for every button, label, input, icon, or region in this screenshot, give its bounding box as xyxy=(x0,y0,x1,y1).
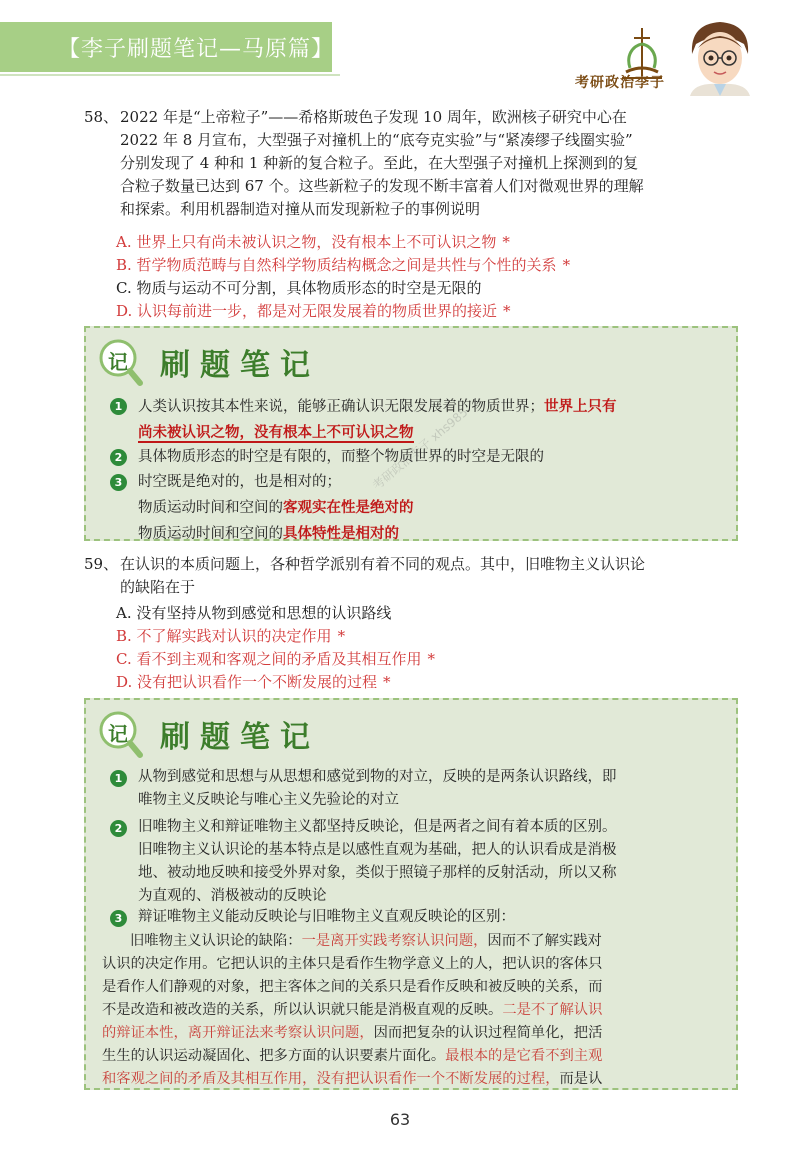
note-highlight: 客观实在性是绝对的 xyxy=(283,499,414,516)
paragraph-line xyxy=(102,1022,732,1045)
option-text: C. 看不到主观和客观之间的矛盾及其相互作用 xyxy=(116,650,422,668)
number-badge: 2 xyxy=(110,449,127,466)
note-title: 刷题笔记 xyxy=(160,720,320,755)
note-point-3 xyxy=(114,470,728,547)
note-red-text: 二是不了解认识 xyxy=(502,1002,603,1018)
option-b xyxy=(116,625,345,648)
option-d xyxy=(116,671,391,694)
note-text: 因而不了解实践对 xyxy=(487,933,602,949)
note-text: 是看作人们静观的对象，把主客体之间的关系只是看作反映和被反映的关系，而 xyxy=(102,979,603,995)
star-mark: * xyxy=(383,673,391,691)
note-text: 生生的认识运动凝固化、把多方面的认识要素片面化。 xyxy=(102,1048,446,1064)
note-badge-text: 记 xyxy=(108,722,128,746)
note-title: 刷题笔记 xyxy=(160,348,320,383)
note-text: 为直观的、消极被动的反映论 xyxy=(138,888,327,904)
note-red-text: 一是离开实践考察认识问题， xyxy=(301,933,488,949)
paragraph-line xyxy=(102,953,732,976)
star-mark: * xyxy=(562,256,571,274)
note-box-1 xyxy=(84,326,738,541)
note-text: 不是改造和被改造的关系，所以认识就只能是消极直观的反映。 xyxy=(102,1002,503,1018)
option-b xyxy=(116,254,570,277)
note-text: 人类认识按其本性来说，能够正确认识无限发展着的物质世界； xyxy=(138,399,544,415)
logo-text: 考研政治李子 xyxy=(575,75,665,91)
question-number: 59、 xyxy=(84,555,119,573)
note-text: 而是认 xyxy=(559,1071,603,1087)
option-c xyxy=(116,648,435,671)
question-59 xyxy=(84,553,744,599)
number-badge: 3 xyxy=(110,910,127,927)
number-badge: 1 xyxy=(110,398,127,415)
note-paragraph xyxy=(102,930,732,1091)
option-text: A. 世界上只有尚未被认识之物，没有根本上不可认识之物 xyxy=(116,233,497,251)
note-text: 物质运动时间和空间的 xyxy=(138,500,283,516)
question-stem-line: 合粒子数量已达到 67 个。这些新粒子的发现不断丰富着人们对微观世界的理解 xyxy=(120,177,644,195)
note-text: 旧唯物主义认识论的基本特点是以感性直观为基础，把人的认识看成是消极 xyxy=(138,842,617,858)
note-text: 从物到感觉和思想与从思想和感觉到物的对立，反映的是两条认识路线，即 xyxy=(138,769,617,785)
option-text: B. 不了解实践对认识的决定作用 xyxy=(116,627,332,645)
question-stem-line: 2022 年 8 月宣布，大型强子对撞机上的“底夸克实验”与“紧凑缪子线圈实验” xyxy=(120,131,633,149)
question-58 xyxy=(84,106,744,221)
number-badge: 3 xyxy=(110,474,127,491)
header-title: 【李子刷题笔记—马原篇】 xyxy=(58,36,335,62)
number-badge: 2 xyxy=(110,820,127,837)
option-text: D. 没有把认识看作一个不断发展的过程 xyxy=(116,673,378,691)
note-point-2 xyxy=(114,445,728,470)
option-a xyxy=(116,602,391,625)
paragraph-line xyxy=(102,930,732,953)
header-banner xyxy=(0,22,335,72)
star-mark: * xyxy=(337,627,346,645)
note-text: 地、被动地反映和接受外界对象，类似于照镜子那样的反射活动，所以又称 xyxy=(138,865,617,881)
header-underline xyxy=(0,74,340,76)
option-text: D. 认识每前进一步，都是对无限发展着的物质世界的接近 xyxy=(116,302,498,320)
note-header xyxy=(86,700,736,766)
paragraph-line xyxy=(102,1068,732,1091)
paragraph-line xyxy=(102,1045,732,1068)
option-text: C. 物质与运动不可分割，具体物质形态的时空是无限的 xyxy=(116,279,482,297)
note-badge-text: 记 xyxy=(108,350,128,374)
note-text: 认识的决定作用。它把认识的主体只是看作生物学意义上的人，把认识的客体只 xyxy=(102,956,603,972)
question-stem-line: 2022 年是“上帝粒子”——希格斯玻色子发现 10 周年，欧洲核子研究中心在 xyxy=(120,108,627,126)
star-mark: * xyxy=(503,302,511,320)
note-highlight-underline: 尚未被认识之物，没有根本上不可认识之物 xyxy=(138,424,414,441)
note-text: 因而把复杂的认识过程简单化，把活 xyxy=(373,1025,603,1041)
star-mark: * xyxy=(427,650,435,668)
option-d xyxy=(116,300,511,323)
note-red-text: 最根本的是它看不到主观 xyxy=(445,1048,603,1064)
watermark: 考研政治李子 xhs985 xyxy=(369,405,471,493)
question-stem-line: 在认识的本质问题上，各种哲学派别有着不同的观点。其中，旧唯物主义认识论 xyxy=(120,555,646,573)
paragraph-line xyxy=(102,999,732,1022)
page-number: 63 xyxy=(389,1110,411,1129)
paragraph-line xyxy=(102,976,732,999)
note-text: 辩证唯物主义能动反映论与旧唯物主义直观反映论的区别： xyxy=(138,909,515,925)
note-point-2 xyxy=(114,816,728,908)
star-mark: * xyxy=(502,233,510,251)
note-text: 时空既是绝对的，也是相对的； xyxy=(138,474,341,490)
note-highlight: 世界上只有 xyxy=(544,398,617,415)
option-c xyxy=(116,277,481,300)
note-red-text: 的辩证本性，离开辩证法来考察认识问题， xyxy=(102,1025,374,1041)
number-badge: 1 xyxy=(110,770,127,787)
note-red-text: 和客观之间的矛盾及其相互作用，没有把认识看作一个不断发展的过程， xyxy=(102,1071,560,1087)
question-stem-line: 的缺陷在于 xyxy=(120,578,196,596)
note-header xyxy=(86,328,736,394)
question-stem-line: 和探索。利用机器制造对撞从而发现新粒子的事例说明 xyxy=(120,200,481,218)
avatar xyxy=(680,14,760,96)
question-stem-line: 分别发现了 4 种和 1 种新的复合粒子。至此，在大型强子对撞机上探测到的复 xyxy=(120,154,639,172)
option-text: A. 没有坚持从物到感觉和思想的认识路线 xyxy=(116,604,392,622)
note-point-1 xyxy=(114,766,728,812)
note-text: 唯物主义反映论与唯心主义先验论的对立 xyxy=(138,792,399,808)
note-point-3 xyxy=(114,906,728,929)
note-text: 旧唯物主义认识论的缺陷： xyxy=(130,933,302,949)
option-a xyxy=(116,231,510,254)
question-number: 58、 xyxy=(84,108,119,126)
note-text: 物质运动时间和空间的 xyxy=(138,526,283,542)
note-highlight: 具体特性是相对的 xyxy=(283,525,399,542)
note-box-2 xyxy=(84,698,738,1090)
note-text: 具体物质形态的时空是有限的，而整个物质世界的时空是无限的 xyxy=(138,449,544,465)
option-text: B. 哲学物质范畴与自然科学物质结构概念之间是共性与个性的关系 xyxy=(116,256,557,274)
note-text: 旧唯物主义和辩证唯物主义都坚持反映论，但是两者之间有着本质的区别。 xyxy=(138,819,617,835)
